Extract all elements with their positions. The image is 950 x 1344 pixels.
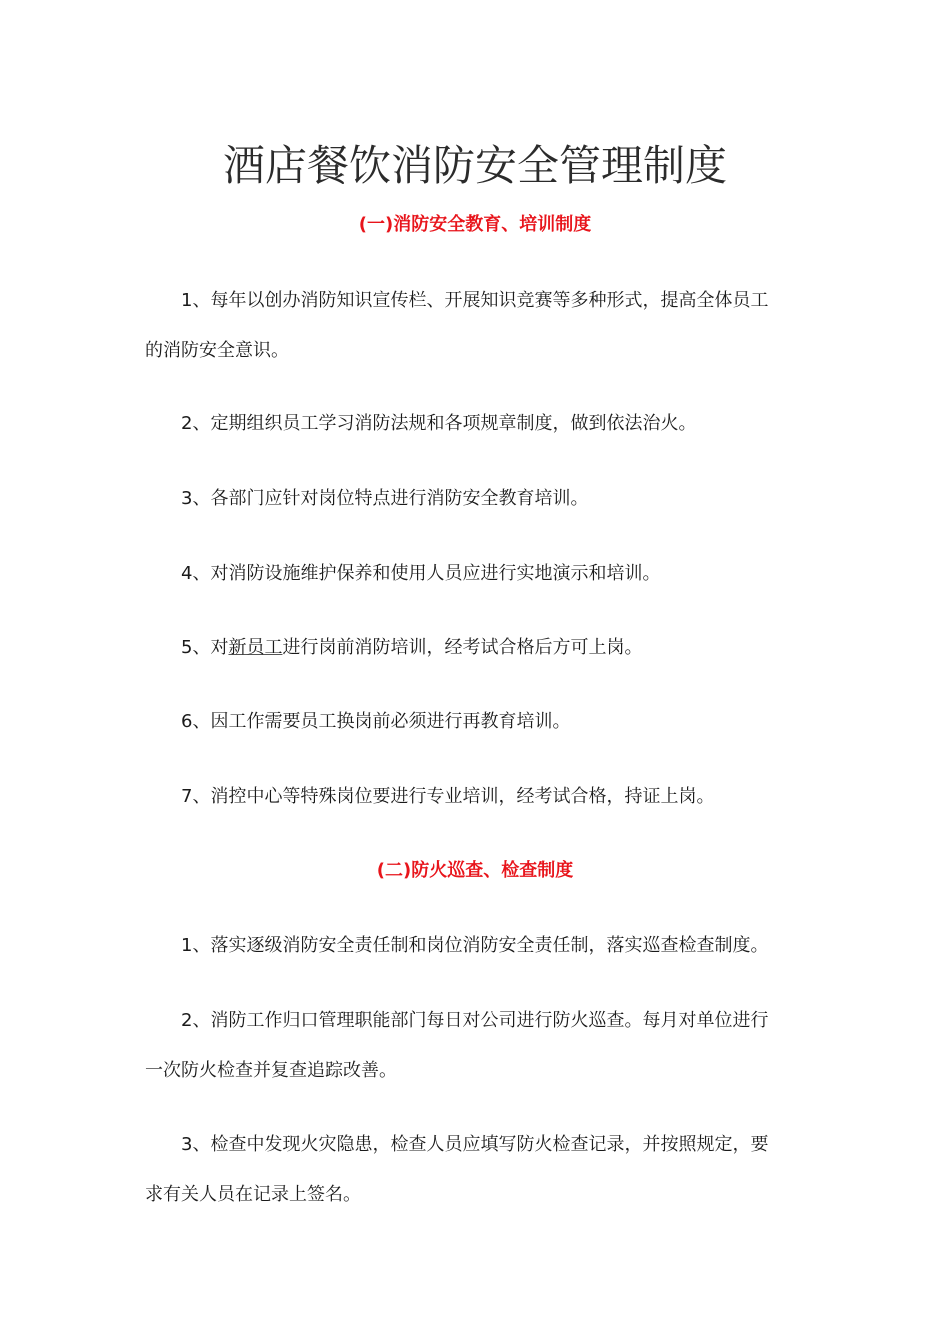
- paragraph-1-2: [145, 412, 809, 436]
- paragraph-2-1: [145, 934, 809, 958]
- paragraph-line: 一次防火检查并复查追踪改善。: [145, 1060, 397, 1081]
- paragraph-line: 求有关人员在记录上签名。: [145, 1184, 361, 1205]
- paragraph-line: 6、因工作需要员工换岗前必须进行再教育培训。: [181, 711, 571, 732]
- paragraph-text: 进行岗前消防培训，经考试合格后方可上岗。: [282, 637, 643, 658]
- paragraph-2-3: [145, 1133, 809, 1207]
- paragraph-line: 1、每年以创办消防知识宣传栏、开展知识竞赛等多种形式，提高全体员工: [181, 290, 769, 311]
- paragraph-line: 2、消防工作归口管理职能部门每日对公司进行防火巡查。每月对单位进行: [181, 1010, 769, 1031]
- paragraph-1-6: [145, 710, 809, 734]
- paragraph-1-3: [145, 487, 809, 511]
- document-title: 酒店餐饮消防安全管理制度: [222, 141, 727, 190]
- section-heading-2: (二)防火巡查、检查制度: [376, 860, 574, 881]
- new-employee-link[interactable]: 新员工: [228, 637, 283, 658]
- paragraph-line: 3、各部门应针对岗位特点进行消防安全教育培训。: [181, 488, 589, 509]
- paragraph-line: 3、检查中发现火灾隐患，检查人员应填写防火检查记录，并按照规定，要: [181, 1134, 769, 1155]
- paragraph-1-5: [145, 636, 809, 660]
- paragraph-2-2: [145, 1009, 809, 1083]
- paragraph-line: [145, 636, 809, 660]
- paragraph-1-7: [145, 785, 809, 809]
- paragraph-text: 5、对: [181, 637, 229, 658]
- paragraph-line: 的消防安全意识。: [145, 340, 289, 361]
- paragraph-line: 2、定期组织员工学习消防法规和各项规章制度，做到依法治火。: [181, 413, 697, 434]
- paragraph-1-1: [145, 289, 809, 363]
- paragraph-line: 1、落实逐级消防安全责任制和岗位消防安全责任制，落实巡查检查制度。: [181, 935, 769, 956]
- paragraph-line: 4、对消防设施维护保养和使用人员应进行实地演示和培训。: [181, 563, 661, 584]
- section-heading-1: (一)消防安全教育、培训制度: [358, 214, 592, 235]
- paragraph-1-4: [145, 562, 809, 586]
- paragraph-line: 7、消控中心等特殊岗位要进行专业培训，经考试合格，持证上岗。: [181, 786, 715, 807]
